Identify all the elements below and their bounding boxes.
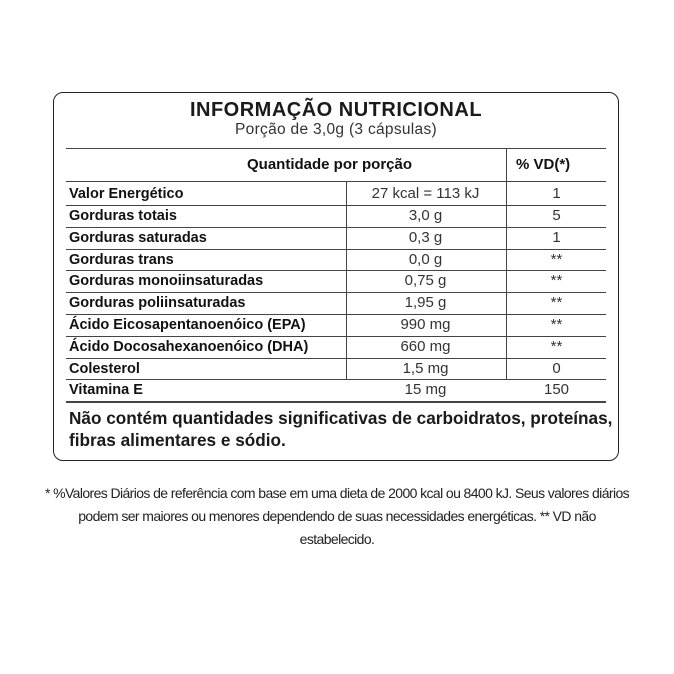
table-row	[66, 292, 606, 314]
nutrient-name: Gorduras totais	[69, 208, 177, 224]
nutrient-name: Colesterol	[69, 361, 140, 377]
nutrient-vd: **	[550, 338, 563, 355]
table-row	[66, 227, 606, 249]
nutrient-quantity: 1,95 g	[404, 294, 447, 311]
nutrient-quantity: 15 mg	[404, 381, 447, 398]
nutrient-name: Gorduras saturadas	[69, 230, 207, 246]
nutrient-quantity: 0,75 g	[404, 272, 447, 289]
nutrient-vd: 1	[552, 229, 561, 246]
nutrient-quantity: 0,0 g	[408, 251, 443, 268]
table-row	[66, 379, 606, 401]
nutrient-quantity: 1,5 mg	[402, 360, 449, 377]
table-row	[66, 270, 606, 292]
nutrient-vd: **	[550, 294, 563, 311]
nutrient-name: Valor Energético	[69, 186, 184, 202]
table-row	[66, 249, 606, 271]
nutrient-vd: **	[550, 251, 563, 268]
nutrient-vd: **	[550, 316, 563, 333]
nutrient-vd: **	[550, 272, 563, 289]
table-row	[66, 358, 606, 380]
nutrient-name: Gorduras poliinsaturadas	[69, 295, 246, 311]
label-title: INFORMAÇÃO NUTRICIONAL	[189, 99, 483, 121]
nutrient-name: Ácido Eicosapentanoenóico (EPA)	[69, 317, 306, 333]
footnote: * %Valores Diários de referência com base em uma dieta de 2000 kcal ou 8400 kJ. Seus valores diários podem ser maiores ou menores dependendo de suas necessidades energéticas. ** VD não estabelecido.	[44, 485, 630, 547]
nutrient-vd: 1	[552, 185, 561, 202]
header-bottom-divider	[66, 181, 606, 182]
table-bottom-divider	[66, 401, 606, 403]
nutrient-quantity: 660 mg	[400, 338, 451, 355]
nutrient-name: Gorduras trans	[69, 252, 174, 268]
table-row	[66, 183, 606, 205]
portion-size: Porção de 3,0g (3 cápsulas)	[235, 121, 437, 138]
quantity-column-header: Quantidade por porção	[247, 156, 413, 173]
nutrient-quantity: 990 mg	[400, 316, 451, 333]
nutrient-vd: 5	[552, 207, 561, 224]
header-top-divider	[66, 148, 606, 149]
nutrient-vd: 0	[552, 360, 561, 377]
nutrient-quantity: 27 kcal = 113 kJ	[371, 185, 480, 202]
nutrient-name: Ácido Docosahexanoenóico (DHA)	[69, 339, 309, 355]
nutrient-vd: 150	[543, 381, 570, 398]
label-note: Não contém quantidades significativas de carboidratos, proteínas, fibras alimentares e sódio.	[69, 408, 613, 450]
nutrient-name: Gorduras monoiinsaturadas	[69, 273, 264, 289]
table-row	[66, 205, 606, 227]
vd-column-header: % VD(*)	[516, 156, 571, 173]
nutrient-name: Vitamina E	[69, 382, 143, 398]
nutrient-quantity: 3,0 g	[408, 207, 443, 224]
nutrient-quantity: 0,3 g	[408, 229, 443, 246]
nutrition-facts-label	[53, 92, 619, 461]
table-row	[66, 336, 606, 358]
table-row	[66, 314, 606, 336]
